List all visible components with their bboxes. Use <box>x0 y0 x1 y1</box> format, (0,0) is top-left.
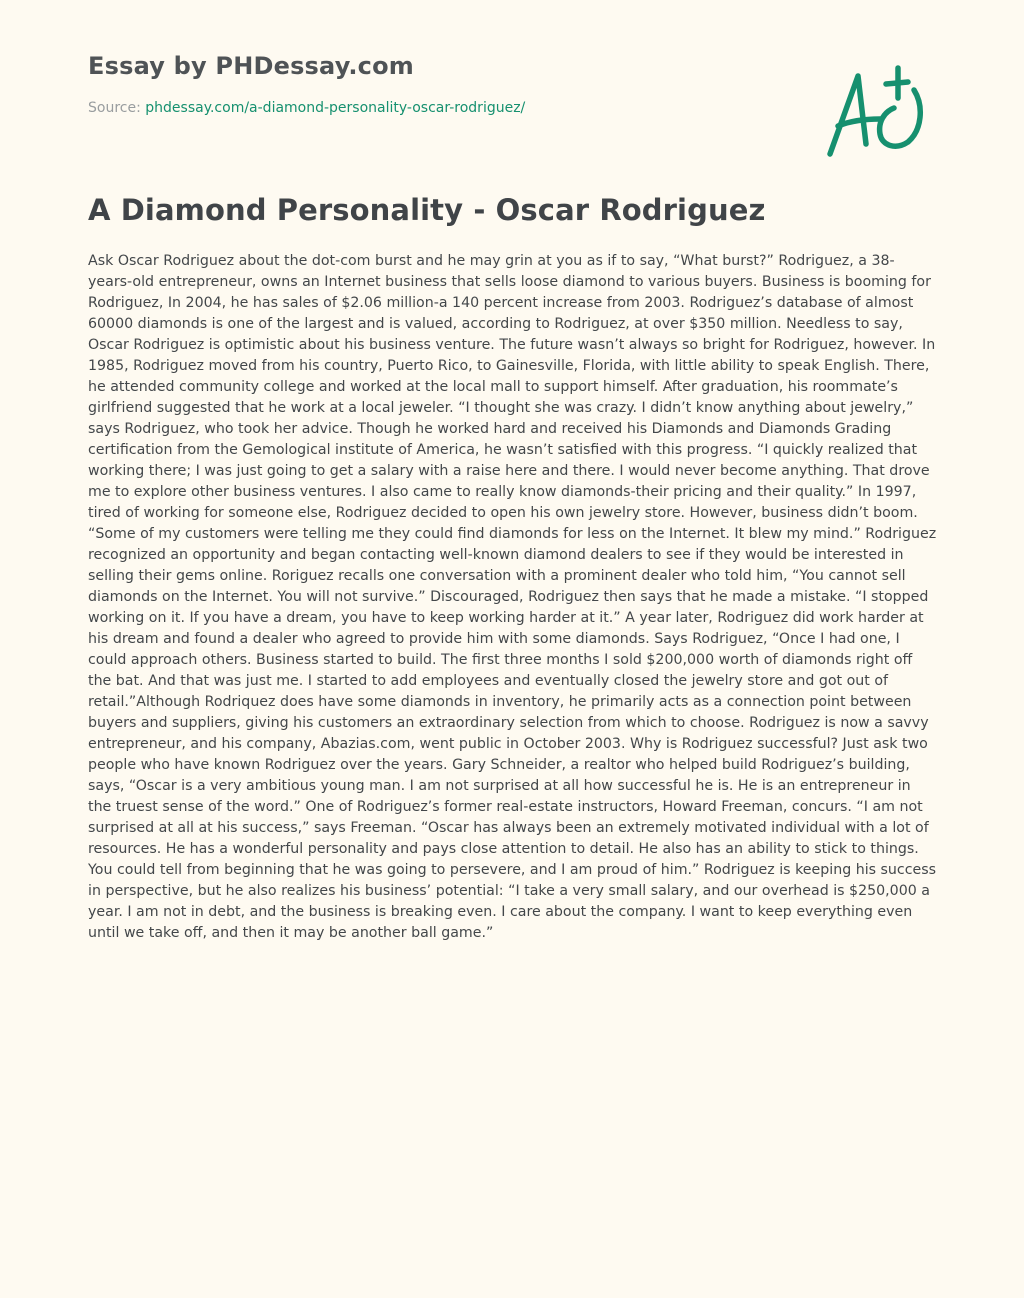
source-label: Source: <box>88 100 146 116</box>
page-header <box>88 50 738 118</box>
source-link[interactable]: phdessay.com/a-diamond-personality-oscar-rodriguez/ <box>145 100 526 116</box>
a-plus-logo-icon <box>824 64 928 160</box>
brand-title: Essay by PHDessay.com <box>88 52 414 80</box>
source-line <box>88 98 738 118</box>
essay-title: A Diamond Personality - Oscar Rodriguez <box>88 193 766 227</box>
essay-body: Ask Oscar Rodriguez about the dot-com burst and he may grin at you as if to say, “What burst?” Rodriguez, a 38-years-old entrepreneur, owns an Internet business that sells loose diamond to various buyers. Business is booming for Rodriguez, In 2004, he has sales of $2.06 million-a 140 percent increase from 2003. Rodriguez’s database of almost 60000 diamonds is one of the largest and is valued, according to Rodriguez, at over $350 million. Needless to say, Oscar Rodriguez is optimistic about his business venture. The future wasn’t always so bright for Rodriguez, however. In 1985, Rodriguez moved from his country, Puerto Rico, to Gainesville, Florida, with little ability to speak English. There, he attended community college and worked at the local mall to support himself. After graduation, his roommate’s girlfriend suggested that he work at a local jeweler. “I thought she was crazy. I didn’t know anything about jewelry,” says Rodriguez, who took her advice. Though he worked hard and received his Diamonds and Diamonds Grading certification from the Gemological institute of America, he wasn’t satisfied with this progress. “I quickly realized that working there; I was just going to get a salary with a raise here and there. I would never become anything. That drove me to explore other business ventures. I also came to really know diamonds-their pricing and their quality.” In 1997, tired of working for someone else, Rodriguez decided to open his own jewelry store. However, business didn’t boom. “Some of my customers were telling me they could find diamonds for less on the Internet. It blew my mind.” Rodriguez recognized an opportunity and began contacting well-known diamond dealers to see if they would be interested in selling their gems online. Roriguez recalls one conversation with a prominent dealer who told him, “You cannot sell diamonds on the Internet. You will not survive.” Discouraged, Rodriguez then says that he made a mistake. “I stopped working on it. If you have a dream, you have to keep working harder at it.” A year later, Rodriguez did work harder at his dream and found a dealer who agreed to provide him with some diamonds. Says Rodriguez, “Once I had one, I could approach others. Business started to build. The first three months I sold $200,000 worth of diamonds right off the bat. And that was just me. I started to add employees and eventually closed the jewelry store and got out of retail.”Although Rodriquez does have some diamonds in inventory, he primarily acts as a connection point between buyers and suppliers, giving his customers an extraordinary selection from which to choose. Rodriguez is now a savvy entrepreneur, and his company, Abazias.com, went public in October 2003. Why is Rodriguez successful? Just ask two people who have known Rodriguez over the years. Gary Schneider, a realtor who helped build Rodriguez’s building, says, “Oscar is a very ambitious young man. I am not surprised at all how successful he is. He is an entrepreneur in the truest sense of the word.” One of Rodriguez’s former real-estate instructors, Howard Freeman, concurs. “I am not surprised at all at his success,” says Freeman. “Oscar has always been an extremely motivated individual with a lot of resources. He has a wonderful personality and pays close attention to detail. He also has an ability to stick to things. You could tell from beginning that he was going to persevere, and I am proud of him.” Rodriguez is keeping his success in perspective, but he also realizes his business’ potential: “I take a very small salary, and our overhead is $250,000 a year. I am not in debt, and the business is breaking even. I care about the company. I want to keep everything even until we take off, and then it may be another ball game.” <box>88 253 937 941</box>
